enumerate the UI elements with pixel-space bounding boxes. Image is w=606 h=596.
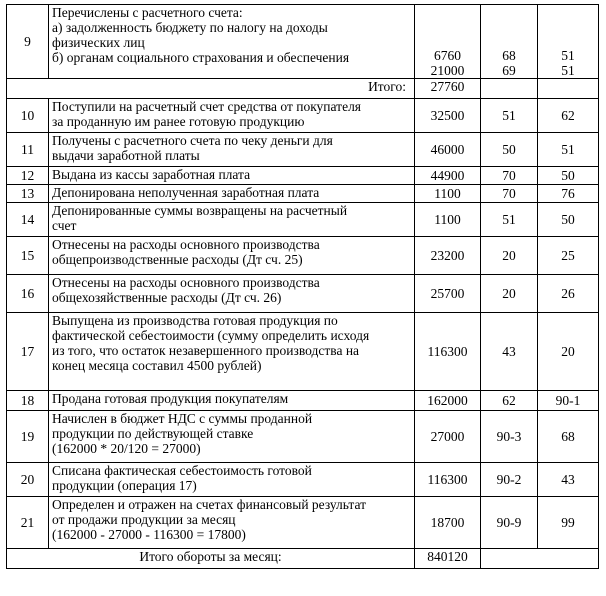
row-credit: 76 (538, 185, 599, 203)
row-description: Списана фактическая себестоимость готовой продукции (операция 17) (49, 463, 415, 497)
row-amount: 6760 21000 (415, 5, 481, 79)
row-credit: 25 (538, 237, 599, 275)
row-amount: 27000 (415, 411, 481, 463)
table-row (7, 99, 599, 133)
table-row (7, 185, 599, 203)
row-description: Депонирована неполученная заработная плата (49, 185, 415, 203)
row-description: Выпущена из производства готовая продукция по фактической себестоимости (сумму определить исходя из того, что остаток незавершенного производства на конец месяца составил 4500 рублей) (49, 313, 415, 391)
total-value: 840120 (415, 549, 481, 569)
total-row (7, 549, 599, 569)
row-debit: 43 (481, 313, 538, 391)
row-debit: 51 (481, 99, 538, 133)
table-row (7, 463, 599, 497)
table-row (7, 203, 599, 237)
row-amount: 44900 (415, 167, 481, 185)
row-number: 18 (7, 391, 49, 411)
row-number: 12 (7, 167, 49, 185)
row-number: 10 (7, 99, 49, 133)
table-row (7, 313, 599, 391)
row-number: 17 (7, 313, 49, 391)
table-row (7, 133, 599, 167)
row-amount: 18700 (415, 497, 481, 549)
row-debit: 70 (481, 167, 538, 185)
row-description: Перечислены с расчетного счета: а) задолженность бюджету по налогу на доходы физических лиц б) органам социального страхования и обеспечения (49, 5, 415, 79)
row-number: 20 (7, 463, 49, 497)
subtotal-value: 27760 (415, 79, 481, 99)
row-amount: 116300 (415, 313, 481, 391)
row-amount: 162000 (415, 391, 481, 411)
row-number: 15 (7, 237, 49, 275)
row-credit: 50 (538, 167, 599, 185)
row-amount: 1100 (415, 203, 481, 237)
table-row (7, 411, 599, 463)
table-row (7, 167, 599, 185)
total-label: Итого обороты за месяц: (7, 549, 415, 569)
row-debit: 90-9 (481, 497, 538, 549)
row-debit: 68 69 (481, 5, 538, 79)
row-description: Выдана из кассы заработная плата (49, 167, 415, 185)
table-row (7, 5, 599, 79)
row-amount: 32500 (415, 99, 481, 133)
row-credit: 99 (538, 497, 599, 549)
row-amount: 23200 (415, 237, 481, 275)
row-number: 14 (7, 203, 49, 237)
subtotal-row (7, 79, 599, 99)
row-debit: 70 (481, 185, 538, 203)
row-debit: 20 (481, 275, 538, 313)
row-number: 19 (7, 411, 49, 463)
table-row (7, 275, 599, 313)
table-row (7, 237, 599, 275)
row-description: Определен и отражен на счетах финансовый результат от продажи продукции за месяц (162000 - 27000 - 116300 = 17800) (49, 497, 415, 549)
row-description: Начислен в бюджет НДС с суммы проданной продукции по действующей ставке (162000 * 20/120 = 27000) (49, 411, 415, 463)
row-amount: 46000 (415, 133, 481, 167)
row-number: 13 (7, 185, 49, 203)
row-credit: 26 (538, 275, 599, 313)
row-credit: 51 51 (538, 5, 599, 79)
row-credit: 90-1 (538, 391, 599, 411)
row-debit: 62 (481, 391, 538, 411)
table-row (7, 391, 599, 411)
row-credit: 20 (538, 313, 599, 391)
row-description: Получены с расчетного счета по чеку деньги для выдачи заработной платы (49, 133, 415, 167)
row-debit: 50 (481, 133, 538, 167)
row-debit: 51 (481, 203, 538, 237)
row-credit: 50 (538, 203, 599, 237)
row-description: Отнесены на расходы основного производства общепроизводственные расходы (Дт сч. 25) (49, 237, 415, 275)
row-number: 9 (7, 5, 49, 79)
row-description: Депонированные суммы возвращены на расчетный счет (49, 203, 415, 237)
row-amount: 116300 (415, 463, 481, 497)
table-row (7, 497, 599, 549)
row-debit: 90-2 (481, 463, 538, 497)
row-description: Продана готовая продукция покупателям (49, 391, 415, 411)
row-amount: 1100 (415, 185, 481, 203)
row-number: 21 (7, 497, 49, 549)
row-number: 16 (7, 275, 49, 313)
row-debit: 20 (481, 237, 538, 275)
transactions-table (6, 4, 599, 569)
row-description: Отнесены на расходы основного производства общехозяйственные расходы (Дт сч. 26) (49, 275, 415, 313)
subtotal-label: Итого: (7, 79, 415, 99)
row-debit: 90-3 (481, 411, 538, 463)
row-description: Поступили на расчетный счет средства от покупателя за проданную им ранее готовую продукцию (49, 99, 415, 133)
row-credit: 68 (538, 411, 599, 463)
row-number: 11 (7, 133, 49, 167)
row-amount: 25700 (415, 275, 481, 313)
row-credit: 43 (538, 463, 599, 497)
row-credit: 62 (538, 99, 599, 133)
row-credit: 51 (538, 133, 599, 167)
